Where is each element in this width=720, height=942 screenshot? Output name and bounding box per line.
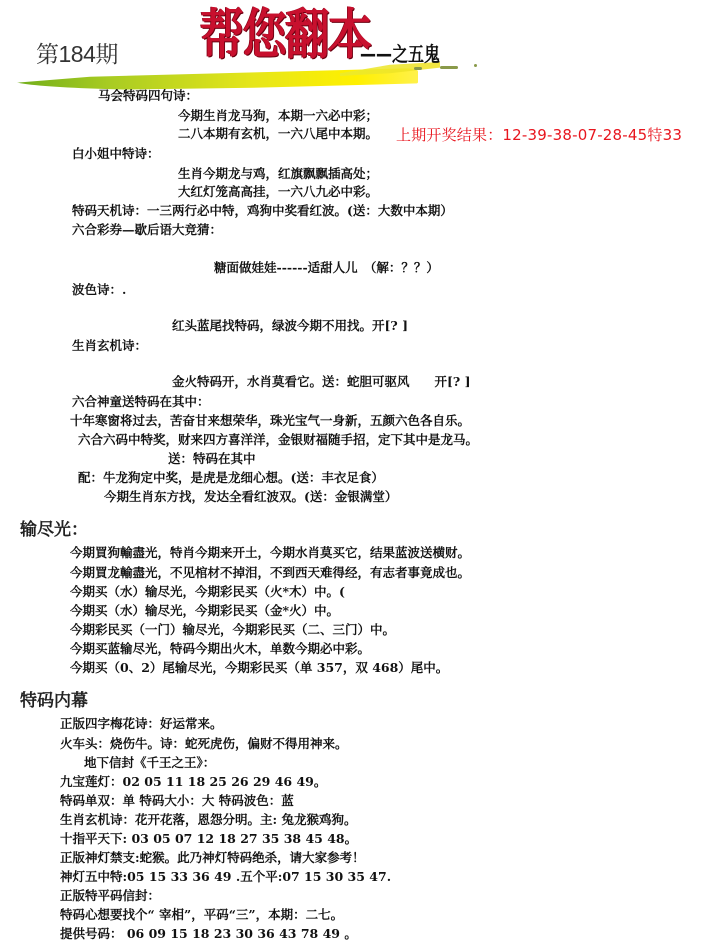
list-item: 生肖玄机诗：花开花落，恩怨分明。主: 兔龙猴鸡狗。 bbox=[60, 812, 357, 827]
poem-line: 配：牛龙狗定中奖，是虎是龙细心想。(送：丰衣足食） bbox=[78, 470, 384, 485]
section-heading-shujinguang: 输尽光： bbox=[20, 520, 88, 540]
poem-line: 金火特码开，水肖莫看它。送：蛇胆可驱风 开[? ] bbox=[172, 374, 471, 389]
last-draw-value: 12-39-38-07-28-45特33 bbox=[502, 126, 683, 144]
poem-title-bose: 波色诗：. bbox=[72, 282, 127, 297]
list-item: 正版特平码信封： bbox=[60, 888, 161, 903]
poem-line: 今期生肖龙马狗，本期一六必中彩； bbox=[178, 108, 379, 123]
page-subtitle: ——之五鬼 bbox=[360, 42, 440, 66]
list-item: 火车头：烧伤牛。诗：蛇死虎伤，偏财不得用神来。 bbox=[60, 736, 348, 751]
list-item: 特码单双：单 特码大小：大 特码波色：蓝 bbox=[60, 793, 294, 808]
poem-title-mahui: 马会特码四句诗： bbox=[98, 88, 199, 103]
poem-line: 二八本期有玄机，一六八尾中本期。 bbox=[178, 126, 379, 141]
list-item: 今期彩民买（一门）输尽光，今期彩民买（二、三门）中。 bbox=[70, 622, 396, 637]
list-item: 神灯五中特:05 15 33 36 49 .五个平:07 15 30 35 47. bbox=[60, 869, 392, 884]
last-draw-label: 上期开奖结果： bbox=[396, 126, 503, 144]
last-draw-result bbox=[396, 124, 682, 145]
banner-header bbox=[0, 0, 720, 92]
list-item: 今期买蓝输尽光，特码今期出火木，单数今期必中彩。 bbox=[70, 641, 371, 656]
poem-line: 送：特码在其中 bbox=[168, 451, 256, 466]
list-item: 今期买（水）输尽光，今期彩民买（火*木）中。( bbox=[70, 584, 345, 599]
poem-title-shentong: 六合神童送特码在其中： bbox=[72, 394, 210, 409]
riddle-title: 六合彩券—歇后语大竞猜： bbox=[72, 222, 223, 237]
poem-line: 大红灯笼高高挂，一六八九必中彩。 bbox=[178, 184, 379, 199]
poem-title-baixiaojie: 白小姐中特诗： bbox=[72, 146, 160, 161]
poem-line: 生肖今期龙与鸡，红旗飘飘插高处； bbox=[178, 166, 379, 181]
riddle-text: 糖面做娃娃------适甜人儿 （解：？？） bbox=[214, 260, 439, 275]
poem-tianji: 特码天机诗：一三两行必中特，鸡狗中奖看红波。(送：大数中本期） bbox=[72, 203, 453, 218]
list-item: 提供号码： 06 09 15 18 23 30 36 43 78 49 。 bbox=[60, 926, 357, 941]
issue-number: 第184期 bbox=[36, 41, 118, 67]
list-item: 今期買龙輸盡光，不见棺材不掉泪，不到西天难得经，有志者事竟成也。 bbox=[70, 565, 471, 580]
list-item: 九宝莲灯：02 05 11 18 25 26 29 46 49。 bbox=[60, 774, 327, 789]
page-title: 帮您翻本 bbox=[200, 2, 371, 66]
list-item: 十指平天下: 03 05 07 12 18 27 35 38 45 48。 bbox=[60, 831, 358, 846]
list-item: 今期買狗輸盡光，特肖今期来开土，今期水肖莫买它，结果蓝波送横财。 bbox=[70, 545, 471, 560]
list-item: 今期买（水）输尽光，今期彩民买（金*火）中。 bbox=[70, 603, 340, 618]
list-item: 正版神灯禁支:蛇猴。此乃神灯特码绝杀，请大家参考！ bbox=[60, 850, 365, 865]
list-item: 特码心想要找个“ 宰相”，平码“三”，本期：二七。 bbox=[60, 907, 344, 922]
poem-line: 今期生肖东方找，发达全看红波双。(送：金银满堂） bbox=[104, 489, 398, 504]
poem-line: 红头蓝尾找特码，绿波今期不用找。开[? ] bbox=[172, 318, 409, 333]
list-item: 正版四字梅花诗：好运常来。 bbox=[60, 716, 223, 731]
section-heading-temaneimu: 特码内幕 bbox=[20, 691, 88, 711]
poem-title-shengxiao: 生肖玄机诗： bbox=[72, 338, 148, 353]
list-item: 今期买（0、2）尾输尽光，今期彩民买（单 357，双 468）尾中。 bbox=[70, 660, 449, 675]
list-item: 地下信封《千王之王》： bbox=[84, 755, 216, 770]
poem-line: 十年寒窗将过去，苦奋甘来想荣华，珠光宝气一身新，五颜六色各自乐。 bbox=[70, 413, 471, 428]
poem-line: 六合六码中特奖，财来四方喜洋洋，金银财福随手招，定下其中是龙马。 bbox=[78, 432, 479, 447]
